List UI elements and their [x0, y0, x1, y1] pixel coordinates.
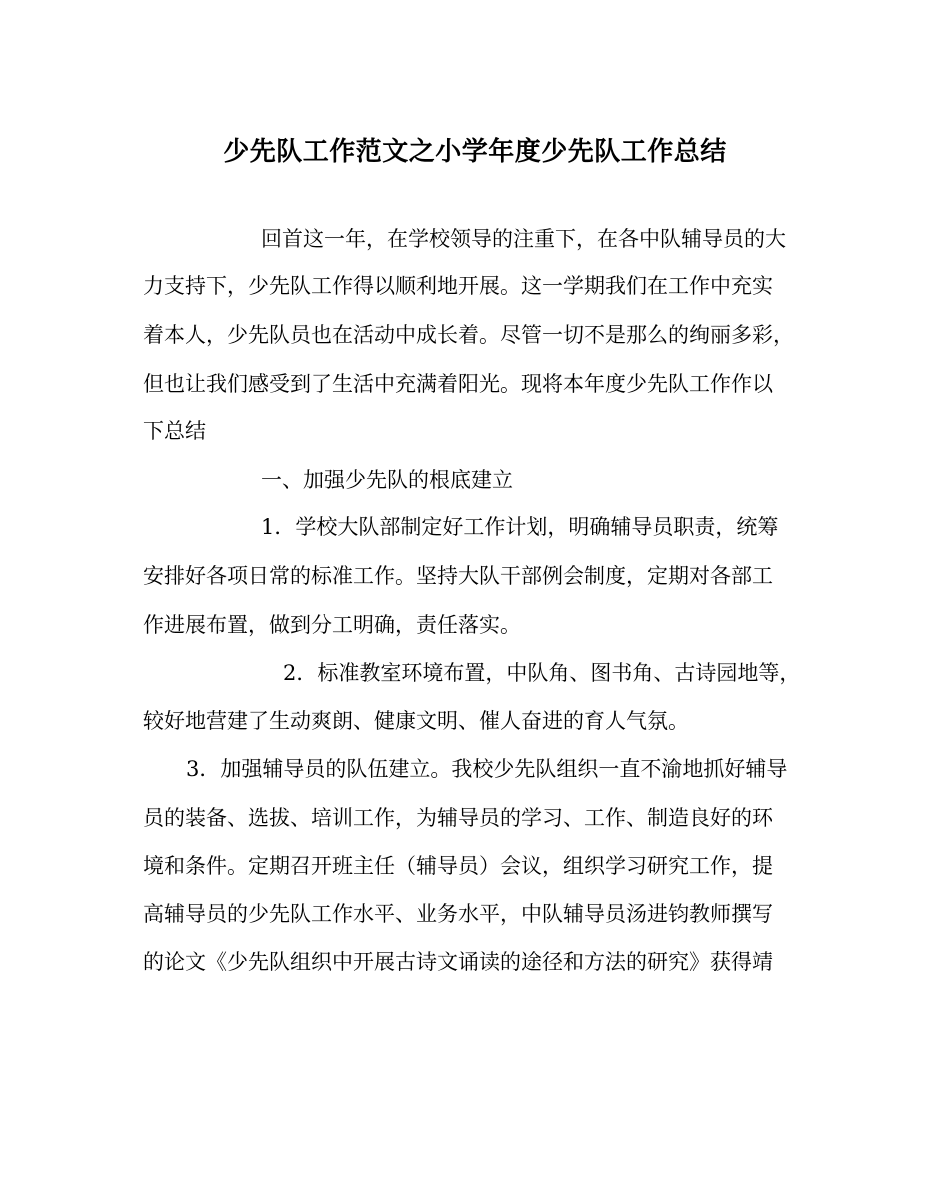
document-title: 少先队工作范文之小学年度少先队工作总结	[223, 137, 727, 167]
paragraph-line: 3．加强辅导员的队伍建立。我校少先队组织一直不渝地抓好辅导	[186, 757, 788, 781]
paragraph-line: 下总结	[143, 419, 206, 443]
paragraph-line: 高辅导员的少先队工作水平、业务水平，中队辅导员汤进钧教师撰写	[143, 902, 773, 926]
paragraph-line: 较好地营建了生动爽朗、健康文明、催人奋进的育人气氛。	[143, 709, 689, 733]
section-heading: 一、加强少先队的根底建立	[261, 468, 513, 492]
paragraph-line: 着本人，少先队员也在活动中成长着。尽管一切不是那么的绚丽多彩，	[143, 323, 794, 347]
paragraph-line: 作进展布置，做到分工明确，责任落实。	[143, 613, 521, 637]
paragraph-line: 2．标准教室环境布置，中队角、图书角、古诗园地等，	[283, 661, 801, 685]
paragraph-line: 但也让我们感受到了生活中充满着阳光。现将本年度少先队工作作以	[143, 372, 773, 396]
paragraph-line: 回首这一年，在学校领导的注重下，在各中队辅导员的大	[261, 227, 786, 251]
paragraph-line: 力支持下，少先队工作得以顺利地开展。这一学期我们在工作中充实	[143, 274, 773, 298]
paragraph-line: 1．学校大队部制定好工作计划，明确辅导员职责，统筹	[261, 515, 779, 539]
paragraph-line: 员的装备、选拔、培训工作，为辅导员的学习、工作、制造良好的环	[143, 806, 773, 830]
paragraph-line: 的论文《少先队组织中开展古诗文诵读的途径和方法的研究》获得靖	[143, 950, 773, 974]
paragraph-line: 安排好各项日常的标准工作。坚持大队干部例会制度，定期对各部工	[143, 564, 773, 588]
paragraph-line: 境和条件。定期召开班主任（辅导员）会议，组织学习研究工作，提	[143, 854, 773, 878]
